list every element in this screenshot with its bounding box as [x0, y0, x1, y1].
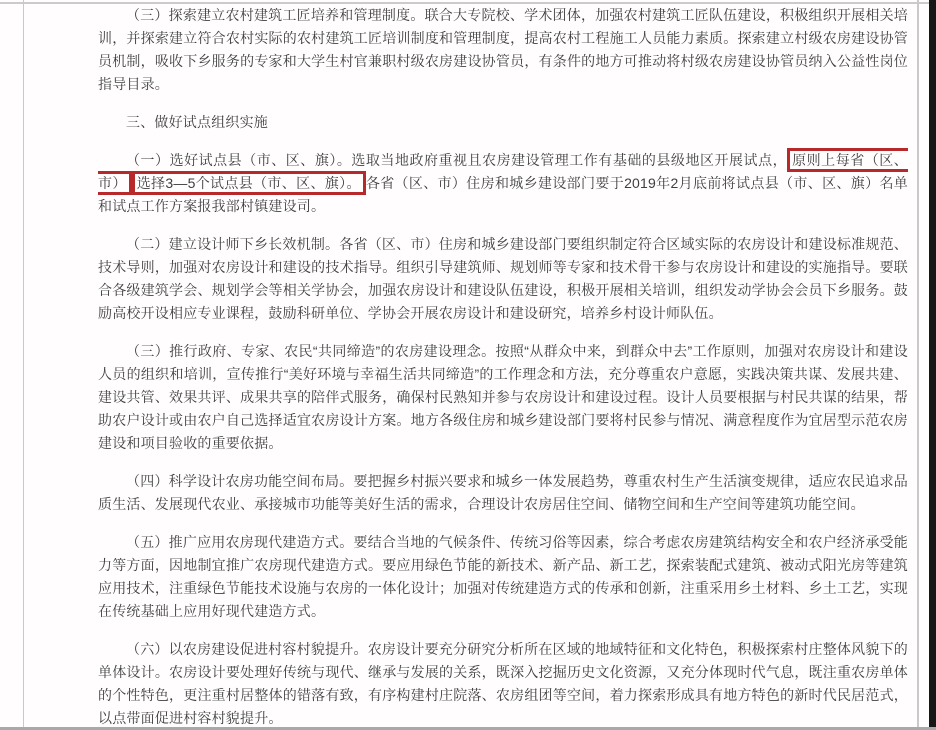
paragraph	[98, 638, 908, 730]
paragraph	[98, 531, 908, 623]
text-segment: （二）建立设计师下乡长效机制。各省（区、市）住房和城乡建设部门要组织制定符合区域实际的农房设计和建设标准规范、技术导则，加强对农房设计和建设的技术指导。组织引导建筑师、规划师等专家和技术骨干参与农房设计和建设的实施指导。要联合各级建筑学会、规划学会等相关学协会，加强农房设计和建设队伍建设，积极开展相关培训，组织发动学协会会员下乡服务。鼓励高校开设相应专业课程，鼓励科研单位、学协会开展农房设计和建设研究，培养乡村设计师队伍。	[98, 236, 908, 321]
paragraph	[98, 340, 908, 455]
section-heading	[98, 111, 908, 134]
paragraph	[98, 233, 908, 325]
red-highlight-box: 选择3—5个试点县（市、区、旗）。	[132, 171, 366, 195]
right-edge-dark-strip	[929, 0, 936, 730]
paragraph	[98, 470, 908, 516]
text-segment: （三）推行政府、专家、农民“共同缔造”的农房建设理念。按照“从群众中来，到群众中去”工作原则，加强对农房设计和建设人员的组织和培训，宣传推行“美好环境与幸福生活共同缔造”的工作理念和方法，充分尊重农户意愿，实践决策共谋、发展共建、建设共管、效果共评、成果共享的陪伴式服务，确保村民熟知并参与农房设计和建设过程。设计人员要根据与村民共谋的结果，帮助农户设计或由农户自己选择适宜农房设计方案。地方各级住房和城乡建设部门要将村民参与情况、满意程度作为宜居型示范农房建设和项目验收的重要依据。	[98, 343, 908, 451]
right-border-line	[917, 0, 919, 730]
document-body	[98, 4, 908, 730]
text-segment: （三）探索建立农村建筑工匠培养和管理制度。联合大专院校、学术团体，加强农村建筑工匠队伍建设，积极组织开展相关培训，并探索建立符合农村实际的农村建筑工匠培训制度和管理制度，提高农村工程施工人员能力素质。探索建立村级农房建设协管员机制，吸收下乡服务的专家和大学生村官兼职村级农房建设协管员，有条件的地方可推动将村级农房建设协管员纳入公益性岗位指导目录。	[98, 7, 908, 92]
paragraph	[98, 4, 908, 96]
text-segment: （五）推广应用农房现代建造方式。要结合当地的气候条件、传统习俗等因素，综合考虑农房建筑结构安全和农户经济承受能力等方面，因地制宜推广农房现代建造方式。要应用绿色节能的新技术、新产品、新工艺，探索装配式建筑、被动式阳光房等建筑应用技术，注重绿色节能技术设施与农房的一体化设计；加强对传统建造方式的传承和创新，注重采用乡土材料、乡土工艺，实现在传统基础上应用好现代建造方式。	[98, 534, 908, 619]
left-border-line	[23, 0, 24, 730]
paragraph	[98, 149, 908, 218]
text-segment: 各省（区、市）住房和城乡建设部门要于2019年2月底前将试点县（市、区、旗）名单和试点工作方案报我部村镇建设司。	[98, 175, 908, 214]
text-segment: （一）选好试点县（市、区、旗）。选取当地政府重视且农房建设管理工作有基础的县级地区开展试点，	[126, 152, 788, 168]
text-segment: （六）以农房建设促进村容村貌提升。农房设计要充分研究分析所在区域的地域特征和文化特色，积极探索村庄整体风貌下的单体设计。农房设计要处理好传统与现代、继承与发展的关系，既深入挖掘历史文化资源，又充分体现时代气息，既注重农房单体的个性特色，更注重村居整体的错落有致，有序构建村庄院落、农房组团等空间，着力探索形成具有地方特色的新时代民居范式，以点带面促进村容村貌提升。	[98, 641, 908, 726]
text-segment: 三、做好试点组织实施	[126, 114, 268, 130]
red-highlight-box: 原则上每省（区、市）	[98, 148, 908, 195]
text-segment: （四）科学设计农房功能空间布局。要把握乡村振兴要求和城乡一体发展趋势，尊重农村生产生活演变规律，适应农民追求品质生活、发展现代农业、承接城市功能等美好生活的需求，合理设计农房居住空间、储物空间和生产空间等建筑功能空间。	[98, 473, 908, 512]
